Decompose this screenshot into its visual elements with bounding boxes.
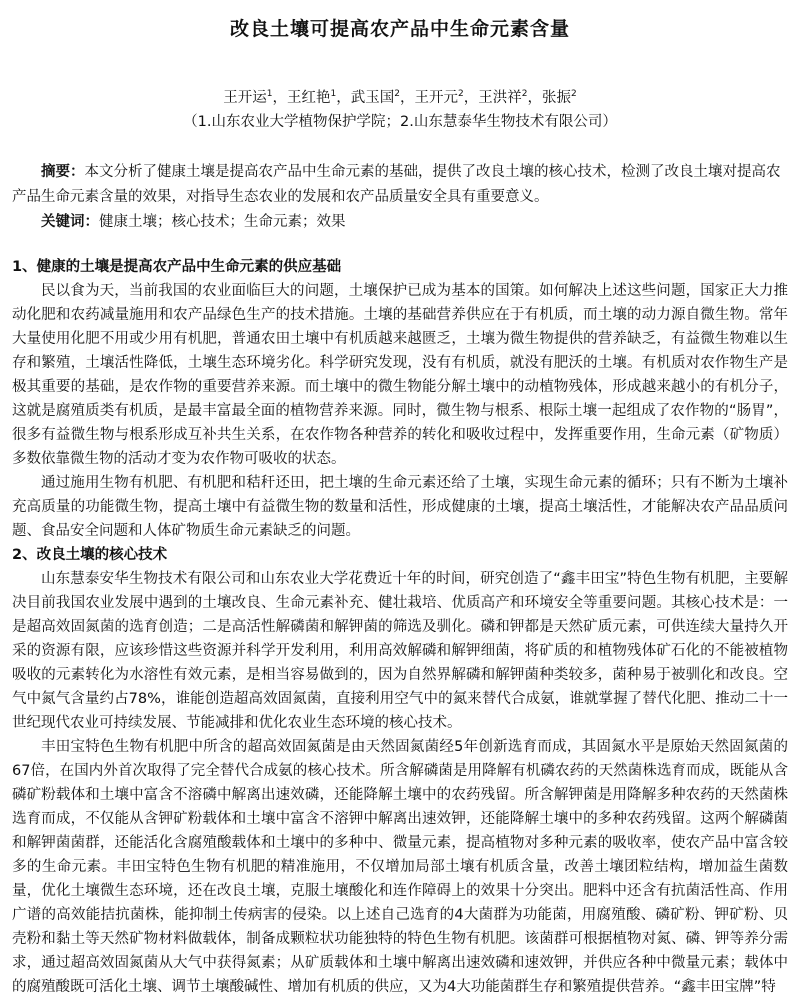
author-list: 王开运$^1$，王红艳$^1$，武玉国$^2$，王开元$^2$，王洪祥$^2$，张振$^2$ (223, 89, 577, 106)
keywords-text: 健康土壤；核心技术；生命元素；效果 (99, 214, 346, 230)
keywords-label: 关键词： (41, 214, 99, 230)
paragraph: 民以食为天，当前我国的农业面临巨大的问题，土壤保护已成为基本的国策。如何解决上述这些问题，国家正大力推动化肥和农药减量施用和农产品绿色生产的技术措施。土壤的基础营养供应在于有机质，而土壤的动力源自微生物。常年大量使用化肥不用或少用有机肥，普通农田土壤中有机质越来越匮乏，土壤为微生物提供的营养缺乏，有益微生物难以生存和繁殖，土壤活性降低，土壤生态环境劣化。科学研究发现，没有有机质，就没有肥沃的土壤。有机质对农作物生产是极其重要的基础，是农作物的重要营养来源。而土壤中的微生物能分解土壤中的动植物残体，形成越来越小的有机分子，这就是腐殖质类有机质，是最丰富最全面的植物营养来源。同时，微生物与根系、根际土壤一起组成了农作物的“肠胃”，很多有益微生物与根系形成互补共生关系，在农作物各种营养的转化和吸收过程中，发挥重要作用，生命元素（矿物质）多数依靠微生物的活动才变为农作物可吸收的状态。 (12, 283, 788, 467)
author: 王开元$^2$ (414, 89, 464, 106)
abstract-text: 本文分析了健康土壤是提高农产品中生命元素的基础，提供了改良土壤的核心技术，检测了改良土壤对提高农产品生命元素含量的效果，对指导生态农业的发展和农产品质量安全具有重要意义。 (12, 164, 781, 205)
paragraph: 通过施用生物有机肥、有机肥和秸秆还田，把土壤的生命元素还给了土壤，实现生命元素的循环；只有不断为土壤补充高质量的功能微生物，提高土壤中有益微生物的数量和活性，形成健康的土壤，提高土壤活性，才能解决农产品品质问题、食品安全问题和人体矿物质生命元素缺乏的问题。 (12, 475, 788, 539)
author: 王开运$^1$ (223, 89, 273, 106)
affiliation: （1.山东农业大学植物保护学院；2.山东慧泰华生物技术有限公司） (183, 114, 617, 130)
author: 王红艳$^1$ (287, 89, 337, 106)
author: 武玉国$^2$ (350, 89, 400, 106)
abstract-block (12, 160, 788, 235)
author: 张振$^2$ (541, 89, 577, 106)
section-heading-1: 1、健康的土壤是提高农产品中生命元素的供应基础 (12, 259, 342, 275)
paper-title: 改良土壤可提高农产品中生命元素含量 (229, 18, 570, 40)
section-heading-2: 2、改良土壤的核心技术 (12, 547, 168, 563)
author: 王洪祥$^2$ (478, 89, 528, 106)
paragraph: 丰田宝特色生物有机肥中所含的超高效固氮菌是由天然固氮菌经5年创新选育而成，其固氮水平是原始天然固氮菌的67倍，在国内外首次取得了完全替代合成氨的核心技术。所含解磷菌是用降解有机磷农药的天然菌株选育而成，既能从含磷矿粉载体和土壤中富含不溶磷中解离出速效磷，还能降解土壤中的农药残留。所含解钾菌是用降解多种农药的天然菌株选育而成，不仅能从含钾矿粉载体和土壤中富含不溶钾中解离出速效钾，还能降解土壤中的多种农药残留。这两个解磷菌和解钾菌菌群，还能活化含腐殖酸载体和土壤中的多种中、微量元素，提高植物对多种元素的吸收率，使农产品中富含较多的生命元素。丰田宝特色生物有机肥的精准施用，不仅增加局部土壤有机质含量，改善土壤团粒结构，增加益生菌数量，优化土壤微生态环境，还在改良土壤，克服土壤酸化和连作障碍上的效果十分突出。肥料中还含有抗菌活性高、作用广谱的高效能拮抗菌株，能抑制土传病害的侵染。以上述自己选育的4大菌群为功能菌，用腐殖酸、磷矿粉、钾矿粉、贝壳粉和黏土等天然矿物材料做载体，制备成颗粒状功能独特的特色生物有机肥。该菌群可根据植物对氮、磷、钾等养分需求，通过超高效固氮菌从大气中获得氮素；从矿质载体和土壤中解离出速效磷和速效钾，并供应各种中微量元素；载体中的腐殖酸既可活化土壤、调节土壤酸碱性、增加有机质的供应，又为4大功能菌群生存和繁殖提供营养。“鑫丰田宝牌”特 (12, 739, 788, 995)
paper-body (12, 255, 788, 999)
keywords (12, 210, 788, 235)
abstract (12, 160, 788, 210)
paragraph: 山东慧泰安华生物技术有限公司和山东农业大学花费近十年的时间，研究创造了“鑫丰田宝”特色生物有机肥，主要解决目前我国农业发展中遇到的土壤改良、生命元素补充、健壮栽培、优质高产和环境安全等重要问题。其核心技术是：一是超高效固氮菌的选育创造；二是高活性解磷菌和解钾菌的筛选及驯化。磷和钾都是天然矿质元素，可供连续大量持久开采的资源有限，应该珍惜这些资源并科学开发利用，利用高效解磷和解钾细菌，将矿质的和植物残体矿石化的不能被植物吸收的元素转化为水溶性有效元素，是相当容易做到的，因为自然界解磷和解钾菌种类较多，菌种易于被驯化和改良。空气中氮气含量约占78%，谁能创造超高效固氮菌，直接利用空气中的氮来替代合成氨，谁就掌握了替代化肥、推动二十一世纪现代农业可持续发展、节能减排和优化农业生态环境的核心技术。 (12, 571, 788, 731)
abstract-label: 摘要： (41, 164, 85, 180)
